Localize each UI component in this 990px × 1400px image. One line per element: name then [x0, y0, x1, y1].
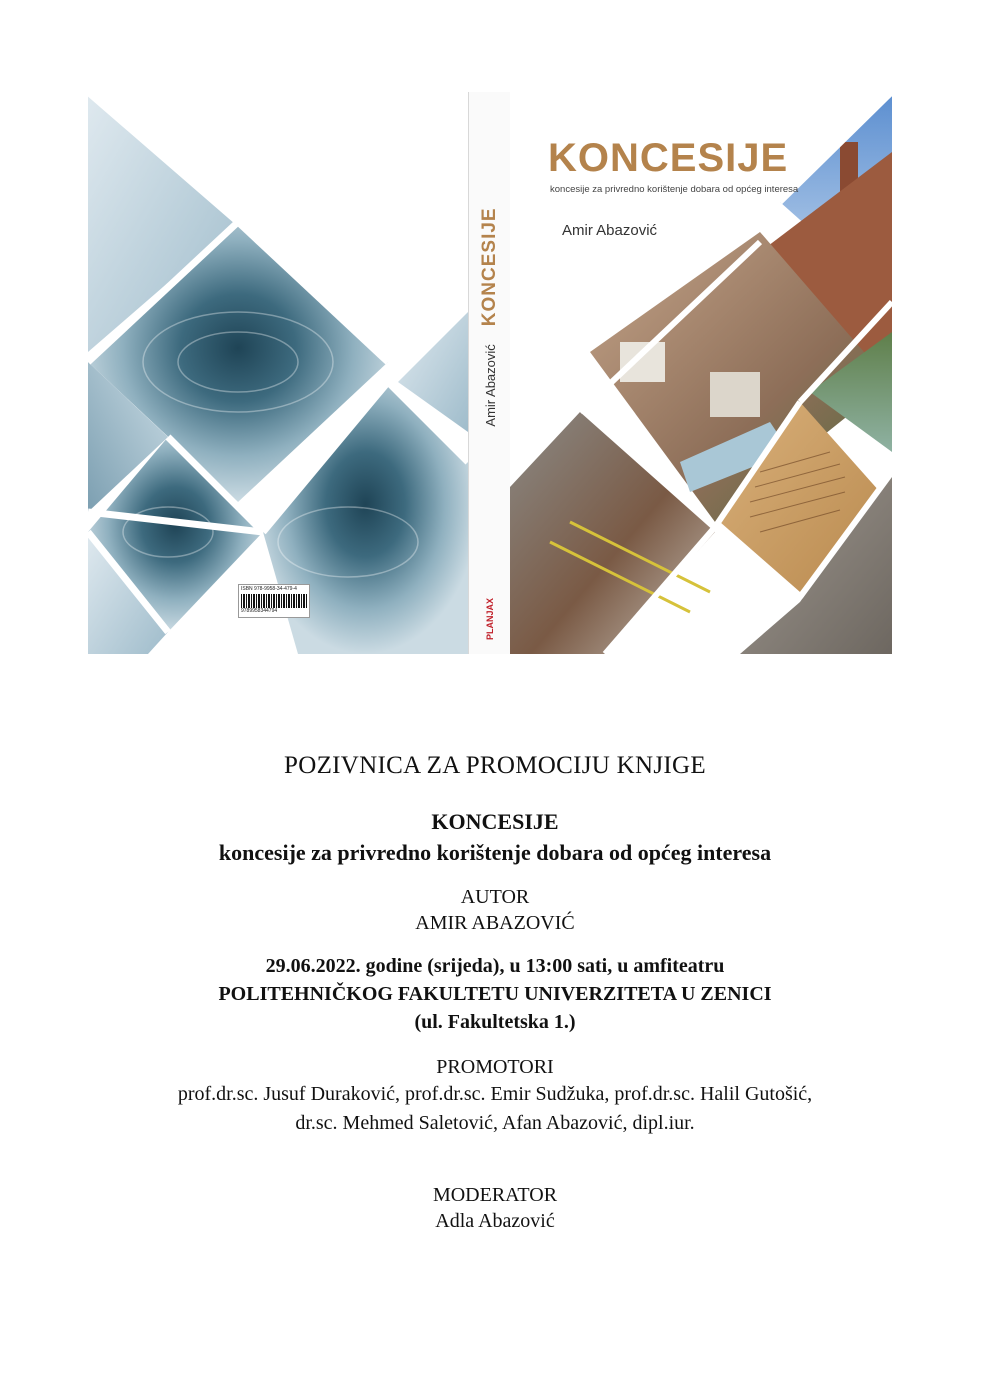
promoters-line-2: dr.sc. Mehmed Saletović, Afan Abazović, dipl.iur. [295, 1112, 695, 1134]
book-cover-image [88, 92, 892, 654]
book-subtitle: koncesije za privredno korištenje dobara od općeg interesa [218, 840, 772, 865]
book-spine [468, 92, 512, 654]
house-shape [710, 372, 760, 417]
promoters-label: PROMOTORI [436, 1056, 554, 1078]
invitation-heading: POZIVNICA ZA PROMOCIJU KNJIGE [284, 752, 706, 779]
author-name: AMIR ABAZOVIĆ [415, 912, 575, 934]
promoters-line-1: prof.dr.sc. Jusuf Duraković, prof.dr.sc. Emir Sudžuka, prof.dr.sc. Halil Gutošić, [177, 1083, 813, 1105]
event-address-line: (ul. Fakultetska 1.) [414, 1011, 576, 1033]
isbn-barcode [238, 584, 310, 618]
back-cover [88, 92, 468, 654]
barcode-digits: 9789958344794 [241, 608, 278, 614]
spine-text [479, 207, 501, 426]
spine-author: Amir Abazović [483, 344, 498, 427]
publisher-logo: PLANJAX [485, 597, 495, 641]
book-title: KONCESIJE [431, 809, 559, 834]
invitation-text [0, 752, 990, 1234]
front-cover [510, 92, 892, 654]
author-label: AUTOR [460, 886, 530, 908]
isbn-text: ISBN 978-9958-34-479-4 [241, 586, 297, 592]
cover-subtitle: koncesije za privredno korištenje dobara od općeg interesa [550, 184, 799, 195]
barcode-bars [241, 594, 307, 608]
event-venue-line: POLITEHNIČKOG FAKULTETU UNIVERZITETA U ZENICI [218, 983, 772, 1005]
water-mosaic [88, 92, 468, 654]
house-shape [620, 342, 665, 382]
moderator-name: Adla Abazović [435, 1210, 555, 1232]
moderator-label: MODERATOR [432, 1184, 558, 1206]
event-date-line: 29.06.2022. godine (srijeda), u 13:00 sati, u amfiteatru [265, 955, 725, 977]
cover-author: Amir Abazović [562, 222, 658, 239]
cover-title: KONCESIJE [548, 136, 789, 180]
spine-title: KONCESIJE [479, 207, 500, 327]
